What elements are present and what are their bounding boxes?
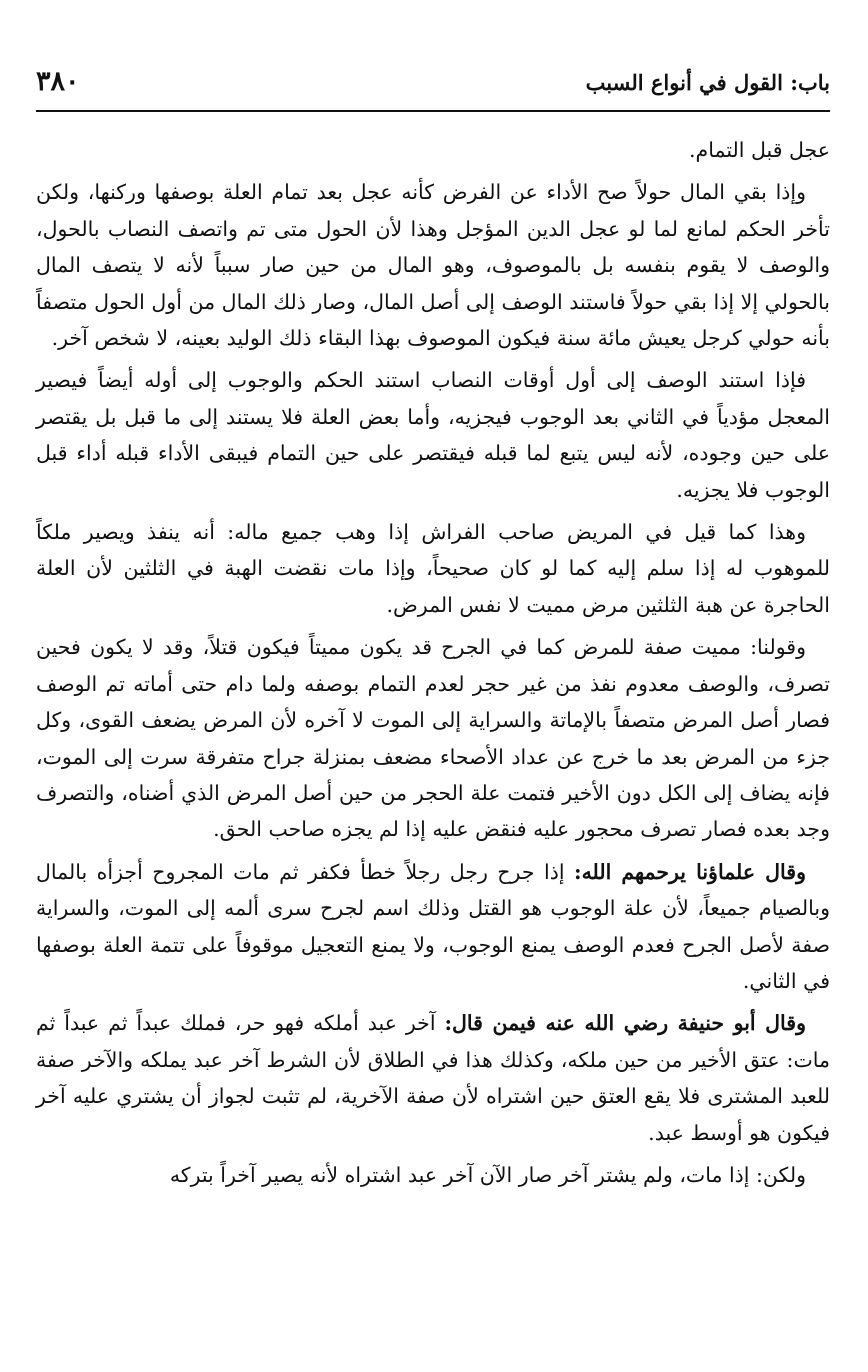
paragraph [36,629,830,847]
paragraph-text: آخر عبد أملكه فهو حر، فملك عبداً ثم عبداً ثم مات: عتق الأخير من حين ملكه، وكذلك هذا في الطلاق لأن الشرط آخر عبد يملكه والآخر صفة للعبد المشترى فلا يقع العتق حين اشتراه لأن صفة الآخرية، لم تثبت لجواز أن يشتري عليه آخر فيكون هو أوسط عبد. [36,1011,830,1145]
paragraph-text: عجل قبل التمام. [689,138,830,162]
paragraph-text: وهذا كما قيل في المريض صاحب الفراش إذا وهب جميع ماله: أنه ينفذ ويصير ملكاً للموهوب له إذا سلم إليه كما لو كان صحيحاً، وإذا مات نقضت الهبة في الثلثين لأن العلة الحاجرة عن هبة الثلثين مرض مميت لا نفس المرض. [36,520,830,617]
paragraph-text: إذا جرح رجل رجلاً خطأ فكفر ثم مات المجروح أجزأه بالمال وبالصيام جميعاً، لأن علة الوجوب هو القتل وذلك اسم لجرح سرى ألمه إلى الموت، والسراية صفة لأصل الجرح فعدم الوصف يمنع الوجوب، ولا يمنع التعجيل موقوفاً على تتمة العلة بوصفها في الثاني. [36,859,830,993]
paragraph [36,362,830,508]
paragraph [36,1005,830,1151]
page-header [36,66,830,112]
paragraph [36,1157,830,1193]
paragraph-text: وقولنا: مميت صفة للمرض كما في الجرح قد يكون مميتاً فيكون قتلاً، وقد لا يكون فحين تصرف، والوصف معدوم نفذ من غير حجر لعدم التمام بوصفه ولما دام حتى أماته تم الوصف فصار أصل المرض متصفاً بالإماتة والسراية إلى الموت لا آخره لأن المرض يضعف القوى، وكل جزء من المرض بعد ما خرج عن عداد الأصحاء مضعف بمنزلة جراح متفرقة سرت إلى الموت، فإنه يضاف إلى الكل دون الأخير فتمت علة الحجر من حين أصل المرض الذي أضناه، والتصرف وجد بعده فصار تصرف محجور عليه فنقض عليه إذا لم يجزه صاحب الحق. [36,635,830,842]
paragraph-lead: وقال أبو حنيفة رضي الله عنه فيمن قال: [444,1011,806,1036]
body-text [36,132,830,1199]
running-head: باب: القول في أنواع السبب [585,70,830,95]
paragraph-text: فإذا استند الوصف إلى أول أوقات النصاب استند الحكم والوجوب إلى أوله أيضاً فيصير المعجل مؤدياً في الثاني بعد الوجوب فيجزيه، وأما بعض العلة فلا يستند إلى ما قبل بل يقتصر على حين وجوده، لأنه ليس يتبع لما قبله فيقتصر على حين التمام فيبقى الأداء قبله أداء قبل الوجوب فلا يجزيه. [36,368,830,502]
paragraph [36,854,830,1000]
paragraph [36,514,830,623]
paragraph-text: ولكن: إذا مات، ولم يشتر آخر صار الآن آخر عبد اشتراه لأنه يصير آخراً بتركه [169,1162,806,1187]
page-number: ٣٨٠ [36,66,80,97]
paragraph-text: وإذا بقي المال حولاً صح الأداء عن الفرض كأنه عجل بعد تمام العلة بوصفها وركنها، ولكن تأخر الحكم لمانع لما لو عجل الدين المؤجل وهذا لأن الحول متى تم واتصف النصاب بالحول، والوصف لا يقوم بنفسه بل بالموصوف، وهو المال من حين صار سبباً لأنه لا يتصف المال بالحولي إلا إذا بقي حولاً فاستند الوصف إلى أصل المال، وصار ذلك المال من أول الحول متصفاً بأنه حولي كرجل يعيش مائة سنة فيكون الموصوف بهذا البقاء ذلك الوليد بعينه، لا شخص آخر. [36,180,830,351]
paragraph [36,132,830,168]
paragraph [36,174,830,356]
paragraph-lead: وقال علماؤنا يرحمهم الله: [574,859,806,884]
